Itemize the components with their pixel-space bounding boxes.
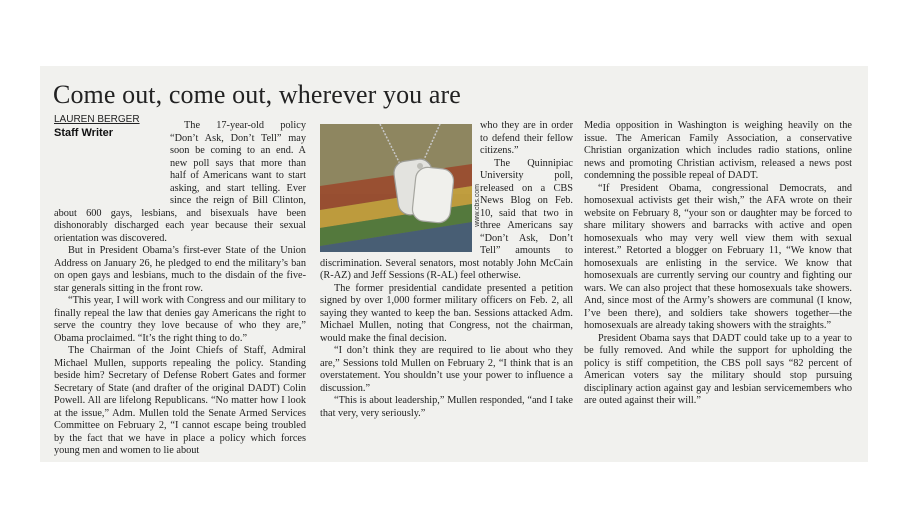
article-column-3 — [584, 120, 852, 408]
paragraph: who they are in order to defend their fellow citizens.” — [480, 120, 573, 156]
photo-credit: www.cbs.com — [474, 184, 481, 227]
author-name: LAUREN BERGER — [54, 114, 140, 125]
paragraph: The Quinnipiac University poll, released on a CBS News Blog on Feb. 10, said that two in three Americans say “Don’t Ask, Don’t Tell” amounts to discrimination. Several senators, most notably John McCain (R-AZ) and Jeff Sessions (R-AL) feel otherwise. — [320, 157, 573, 281]
paragraph: The former presidential candidate presented a petition signed by over 1,000 former military officers on Feb. 2, all saying they wanted to keep the ban. Sessions attacked Adm. Michael Mullen, noting that Congress, not the chairman, would make the final decision. — [320, 282, 573, 344]
author-role: Staff Writer — [54, 127, 114, 139]
paragraph: “If President Obama, congressional Democrats, and homosexual activists get their wish,” the AFA wrote on their website on February 8, “your son or daughter may be forced to share military showers and barracks with active and open homosexuals who may very well view them with sexual interest.” Retorted a blogger on February 11, “We know that homosexuals are enlisting in the service. We know that homosexuals are currently serving our country and fighting our wars. We can also project that these homosexuals take showers. And, since most of the Army’s showers are communal (I know, I’ve been there), and soldiers take showers together—the homosexuals are already taking showers with the straights.” — [584, 182, 852, 331]
article-column-1 — [54, 120, 306, 458]
paragraph: The 17-year-old policy “Don’t Ask, Don’t Tell” may soon be coming to an end. A new poll says that more than half of Americans want to start asking, and start telling. Ever since the reign of Bill Clinton, about 600 gays, lesbians, and bisexuals have been dishonorably discharged each year because their sexual orientation was discovered. — [54, 120, 306, 244]
newspaper-clipping — [40, 66, 868, 462]
article-column-2 — [320, 120, 573, 420]
byline-spacer — [54, 120, 170, 204]
paragraph: The Chairman of the Joint Chiefs of Staff, Admiral Michael Mullen, supports repealing the policy. Standing beside him? Secretary of Defense Robert Gates and former Secretary of State (and drafter of the original DADT) Colin Powell. All are lifelong Republicans. “No matter how I look at the issue,” Adm. Mullen told the Senate Armed Services Committee on February 2, “I cannot escape being troubled by the fact that we have in place a policy which forces young men and women to lie about — [54, 345, 306, 456]
photo-spacer — [320, 120, 480, 256]
headline: Come out, come out, wherever you are — [53, 80, 461, 109]
paragraph: President Obama says that DADT could take up to a year to be fully removed. And while the support for upholding the policy is stiff competition, the CBS poll says “82 percent of American voters say the military should stop pursuing disciplinary action against gay and lesbian servicemembers who are outed against their will.” — [584, 332, 852, 406]
paragraph: “This year, I will work with Congress and our military to finally repeal the law that denies gay Americans the right to serve the country they love because of who they are,” Obama proclaimed. “It’s the right thing to do.” — [54, 295, 306, 344]
paragraph: “This is about leadership,” Mullen responded, “and I take that very, very seriously.” — [320, 395, 573, 419]
paragraph: Media opposition in Washington is weighing heavily on the issue. The American Family Association, a conservative Christian organization which includes radio stations, online news and promoting Christian activism, released a news post condemning the possible repeal of DADT. — [584, 120, 852, 181]
paragraph: But in President Obama’s first-ever State of the Union Address on January 26, he pledged to end the military’s ban on open gays and lesbians, much to the disdain of the five-star generals sitting in the front row. — [54, 245, 306, 294]
paragraph: “I don’t think they are required to lie about who they are,” Sessions told Mullen on February 2, “I think that is an overstatement. You shouldn’t use your power to influence a discussion.” — [320, 345, 573, 394]
